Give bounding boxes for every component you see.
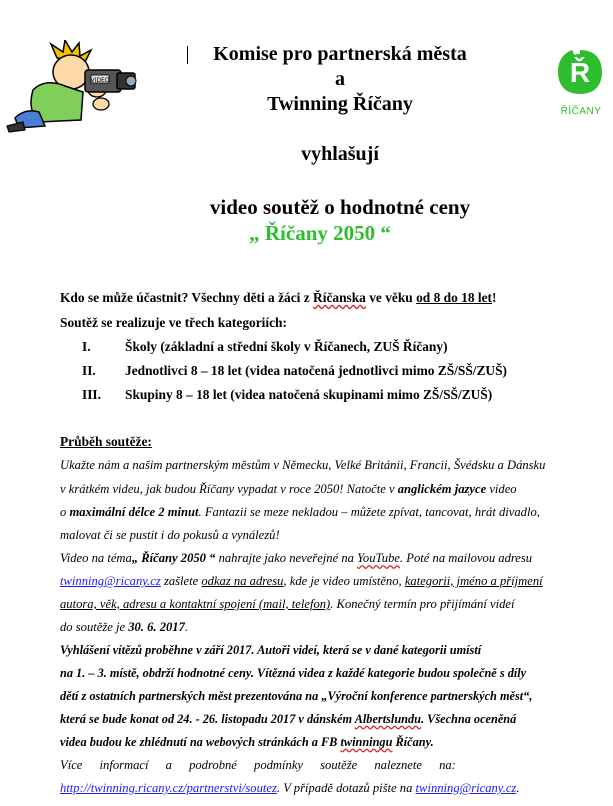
progress-paragraph-line: dětí z ostatních partnerských měst prezentována na „Výroční konference partnerských měst“, — [60, 689, 533, 703]
header-line-commission: Komise pro partnerská města — [213, 43, 467, 65]
ricany-logo — [552, 48, 608, 126]
category-number: I. — [82, 339, 91, 354]
ricany-logo-text: ŘÍČANY — [560, 106, 602, 117]
progress-paragraph-line: která se bude konat od 24. - 26. listopadu 2017 v dánském Albertslundu. Všechna oceněná — [60, 712, 517, 726]
progress-paragraph-line: http://twinning.ricany.cz/partnerstvi/soutez. V případě dotazů pište na twinning@ricany.cz. — [60, 781, 520, 795]
progress-paragraph-line: Ukažte nám a našim partnerským městům v Německu, Velké Británii, Francii, Švédsku a Dánsku — [60, 458, 546, 472]
email-link[interactable]: twinning@ricany.cz — [415, 781, 517, 795]
progress-paragraph-line: Vyhlášení vítězů proběhne v září 2017. Autoři videí, která se v dané kategorii umístí — [60, 643, 482, 657]
who-can-participate: Kdo se může účastnit? Všechny děti a žáci z Říčanska ve věku od 8 do 18 let! — [60, 290, 497, 305]
progress-paragraph-line: twinning@ricany.cz zašlete odkaz na adresu, kde je video umístěno, kategorii, jméno a příjmení — [60, 574, 543, 588]
category-text: Školy (základní a střední školy v Říčanech, ZUŠ Říčany) — [125, 339, 448, 354]
category-number: II. — [82, 363, 96, 378]
progress-paragraph-line: na 1. – 3. místě, obdrží hodnotné ceny. Vítězná videa z každé kategorie budou společně s díly — [60, 666, 527, 680]
progress-paragraph-line: Více informací a podrobné podmínky soutěže naleznete na: — [60, 758, 456, 772]
progress-paragraph-line: autora, věk, adresu a kontaktní spojení (mail, telefon). Konečný termín pro přijímání videí — [60, 597, 515, 611]
svg-text:VIDEO: VIDEO — [90, 77, 110, 84]
cartoon-kid-with-camera-illustration — [5, 40, 140, 135]
header-line-announce: vyhlašují — [301, 143, 379, 165]
category-text: Jednotlivci 8 – 18 let (videa natočená jednotlivci mimo ZŠ/SŠ/ZUŠ) — [125, 363, 508, 378]
progress-paragraph-line: o maximální délce 2 minut. Fantazii se meze nekladou – můžete zpívat, tancovat, hrát divadlo, — [60, 505, 540, 519]
progress-paragraph-line: videa budou ke zhlédnutí na webových stránkách a FB twinningu Říčany. — [60, 735, 434, 749]
contest-url-link[interactable]: http://twinning.ricany.cz/partnerstvi/soutez — [60, 781, 277, 795]
progress-heading: Průběh soutěže: — [60, 434, 152, 449]
ricany-logo-letter: Ř — [569, 57, 591, 88]
page-title: video soutěž o hodnotné ceny — [209, 195, 471, 219]
category-number: III. — [82, 387, 101, 402]
progress-paragraph-line: Video na téma„ Říčany 2050 “ nahrajte jako neveřejné na YouTube. Poté na mailovou adresu — [60, 551, 533, 565]
categories-intro: Soutěž se realizuje ve třech kategoriích: — [60, 315, 287, 330]
header-line-and: a — [335, 68, 345, 90]
header-line-twinning: Twinning Říčany — [267, 93, 413, 115]
email-link[interactable]: twinning@ricany.cz — [60, 574, 161, 588]
progress-paragraph-line: do soutěže je 30. 6. 2017. — [60, 620, 189, 634]
contest-name-title: „ Říčany 2050 “ — [249, 221, 391, 245]
progress-paragraph-line: malovat či se pustit i do pokusů a vynálezů! — [60, 528, 280, 542]
category-text: Skupiny 8 – 18 let (videa natočená skupinami mimo ZŠ/SŠ/ZUŠ) — [125, 387, 493, 402]
progress-paragraph-line: v krátkém videu, jak budou Říčany vypadat v roce 2050! Natočte v anglickém jazyce video — [60, 482, 517, 496]
